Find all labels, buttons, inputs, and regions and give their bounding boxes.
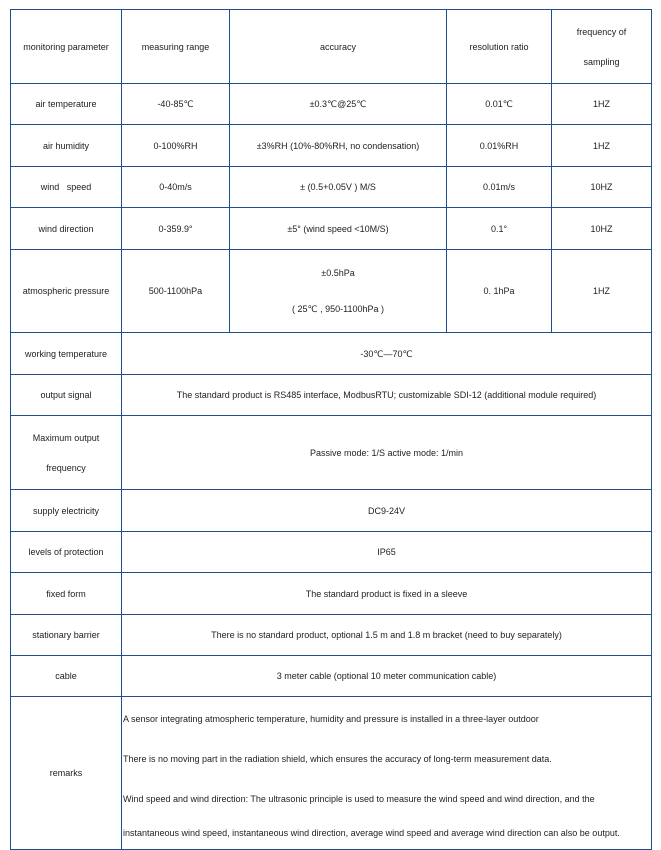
spec-label: cable [11, 656, 122, 697]
row-accuracy: ±0.3℃@25℃ [230, 84, 447, 125]
spec-label: levels of protection [11, 532, 122, 573]
row-accuracy-line2: ( 25℃ , 950-1100hPa ) [292, 304, 384, 314]
spec-value: The standard product is fixed in a sleeve [122, 573, 652, 615]
remarks-line: There is no moving part in the radiation shield, which ensures the accuracy of long-term measurement data. [123, 754, 552, 764]
row-accuracy: ±3%RH (10%-80%RH, no condensation) [230, 125, 447, 167]
spec-row [11, 573, 652, 615]
row-frequency: 1HZ [552, 125, 652, 167]
row-parameter: atmospheric pressure [11, 250, 122, 333]
spec-label [11, 416, 122, 490]
table-row [11, 125, 652, 167]
spec-label: output signal [11, 375, 122, 416]
row-parameter: wind direction [11, 208, 122, 250]
header-range: measuring range [122, 10, 230, 84]
header-frequency [552, 10, 652, 84]
spec-table [10, 9, 652, 850]
spec-value: There is no standard product, optional 1.5 m and 1.8 m bracket (need to buy separately) [122, 615, 652, 656]
remarks-line: A sensor integrating atmospheric temperature, humidity and pressure is installed in a three-layer outdoor [123, 714, 539, 724]
spec-row [11, 615, 652, 656]
row-resolution: 0.1° [447, 208, 552, 250]
header-resolution: resolution ratio [447, 10, 552, 84]
row-resolution: 0. 1hPa [447, 250, 552, 333]
table-row [11, 250, 652, 333]
row-range: 0-40m/s [122, 167, 230, 208]
spec-value: -30℃—70℃ [122, 333, 652, 375]
row-accuracy [230, 250, 447, 333]
remarks-line: instantaneous wind speed, instantaneous wind direction, average wind speed and average wind direction can also be output. [123, 828, 620, 838]
spec-label: fixed form [11, 573, 122, 615]
row-frequency: 1HZ [552, 250, 652, 333]
spec-value: The standard product is RS485 interface, ModbusRTU; customizable SDI-12 (additional module required) [122, 375, 652, 416]
row-parameter: air humidity [11, 125, 122, 167]
header-accuracy: accuracy [230, 10, 447, 84]
spec-row [11, 375, 652, 416]
row-accuracy: ± (0.5+0.05V ) M/S [230, 167, 447, 208]
table-row [11, 167, 652, 208]
spec-row [11, 490, 652, 532]
row-range: 500-1100hPa [122, 250, 230, 333]
row-resolution: 0.01℃ [447, 84, 552, 125]
row-parameter: wind speed [11, 167, 122, 208]
row-range: 0-359.9° [122, 208, 230, 250]
row-range: -40-85℃ [122, 84, 230, 125]
row-range: 0-100%RH [122, 125, 230, 167]
row-frequency: 10HZ [552, 167, 652, 208]
table-row [11, 84, 652, 125]
spec-value: Passive mode: 1/S active mode: 1/min [122, 416, 652, 490]
spec-row [11, 656, 652, 697]
header-frequency-line1: frequency of [576, 26, 627, 37]
spec-label: supply electricity [11, 490, 122, 532]
spec-label: stationary barrier [11, 615, 122, 656]
row-frequency: 10HZ [552, 208, 652, 250]
spec-value: 3 meter cable (optional 10 meter communication cable) [122, 656, 652, 697]
remarks-text [122, 697, 652, 850]
row-resolution: 0.01%RH [447, 125, 552, 167]
spec-row [11, 532, 652, 573]
remarks-row [11, 697, 652, 850]
spec-label: working temperature [11, 333, 122, 375]
row-accuracy: ±5° (wind speed <10M/S) [230, 208, 447, 250]
header-parameter: monitoring parameter [11, 10, 122, 84]
spec-label-line2: frequency [46, 462, 86, 473]
spec-label-line1: Maximum output [32, 432, 100, 443]
row-resolution: 0.01m/s [447, 167, 552, 208]
remarks-label: remarks [11, 697, 122, 850]
remarks-line: Wind speed and wind direction: The ultrasonic principle is used to measure the wind speed and wind direction, and the [123, 794, 595, 804]
spec-value: IP65 [122, 532, 652, 573]
row-accuracy-line1: ±0.5hPa [321, 268, 355, 278]
header-row [11, 10, 652, 84]
spec-value: DC9-24V [122, 490, 652, 532]
row-frequency: 1HZ [552, 84, 652, 125]
spec-row [11, 416, 652, 490]
row-parameter: air temperature [11, 84, 122, 125]
table-row [11, 208, 652, 250]
spec-row [11, 333, 652, 375]
header-frequency-line2: sampling [583, 56, 620, 67]
